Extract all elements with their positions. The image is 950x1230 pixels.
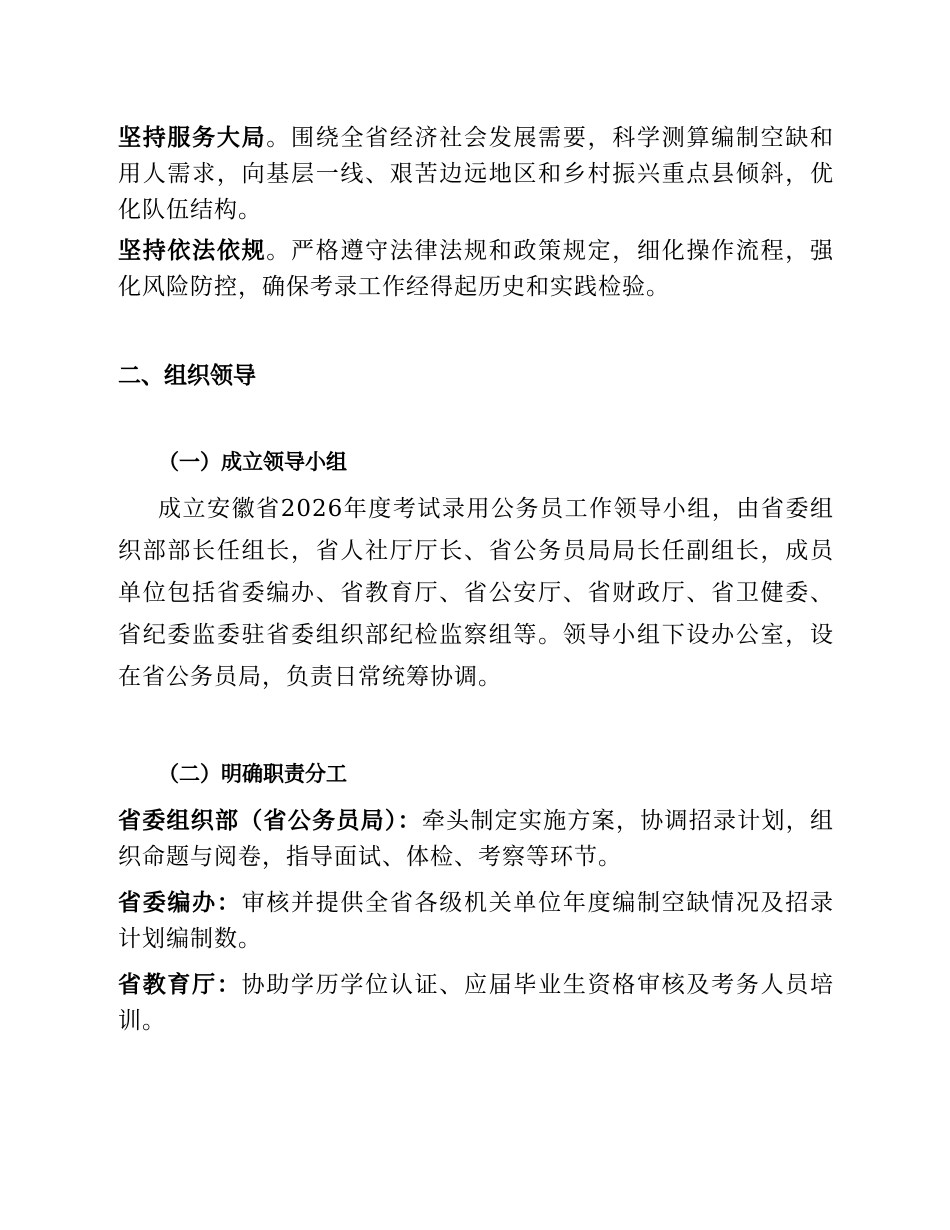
- duty-text: 协助学历学位认证、应届毕业生资格审核及考务人员培训。: [118, 972, 835, 1034]
- subsection-heading-duties: （二）明确职责分工: [158, 762, 347, 786]
- section-heading-organization: 二、组织领导: [118, 363, 256, 389]
- principle-text: 。严格遵守法律法规和政策规定，细化操作流程，强化风险防控，确保考录工作经得起历史和实践检验。: [118, 238, 835, 300]
- duty-lead: 省委组织部（省公务员局）：: [118, 808, 422, 834]
- duty-lead: 省教育厅：: [118, 972, 242, 998]
- subsection-heading-leading-group: （一）成立领导小组: [158, 450, 347, 474]
- leading-group-paragraph: 成立安徽省2026年度考试录用公务员工作领导小组，由省委组织部部长任组长，省人社厅厅长、省公务员局局长任副组长，成员单位包括省委编办、省教育厅、省公安厅、省财政厅、省卫健委、省纪委监委驻省委组织部纪检监察组等。领导小组下设办公室，设在省公务员局，负责日常统筹协调。: [118, 496, 834, 690]
- principle-text: 。围绕全省经济社会发展需要，科学测算编制空缺和用人需求，向基层一线、艰苦边远地区和乡村振兴重点县倾斜，优化队伍结构。: [118, 125, 835, 223]
- duty-text: 牵头制定实施方案，协调招录计划，组织命题与阅卷，指导面试、体检、考察等环节。: [118, 808, 835, 870]
- principle-paragraph-law: [118, 233, 834, 305]
- duty-paragraph-staffing-office: [118, 885, 834, 957]
- duty-text: 审核并提供全省各级机关单位年度编制空缺情况及招录计划编制数。: [118, 890, 835, 952]
- duty-paragraph-education-dept: [118, 967, 834, 1039]
- principle-lead: 坚持依法依规: [118, 238, 267, 264]
- principle-paragraph-service: [118, 120, 834, 228]
- duty-paragraph-org-dept: [118, 803, 834, 875]
- duty-lead: 省委编办：: [118, 890, 242, 916]
- principle-lead: 坚持服务大局: [118, 125, 267, 151]
